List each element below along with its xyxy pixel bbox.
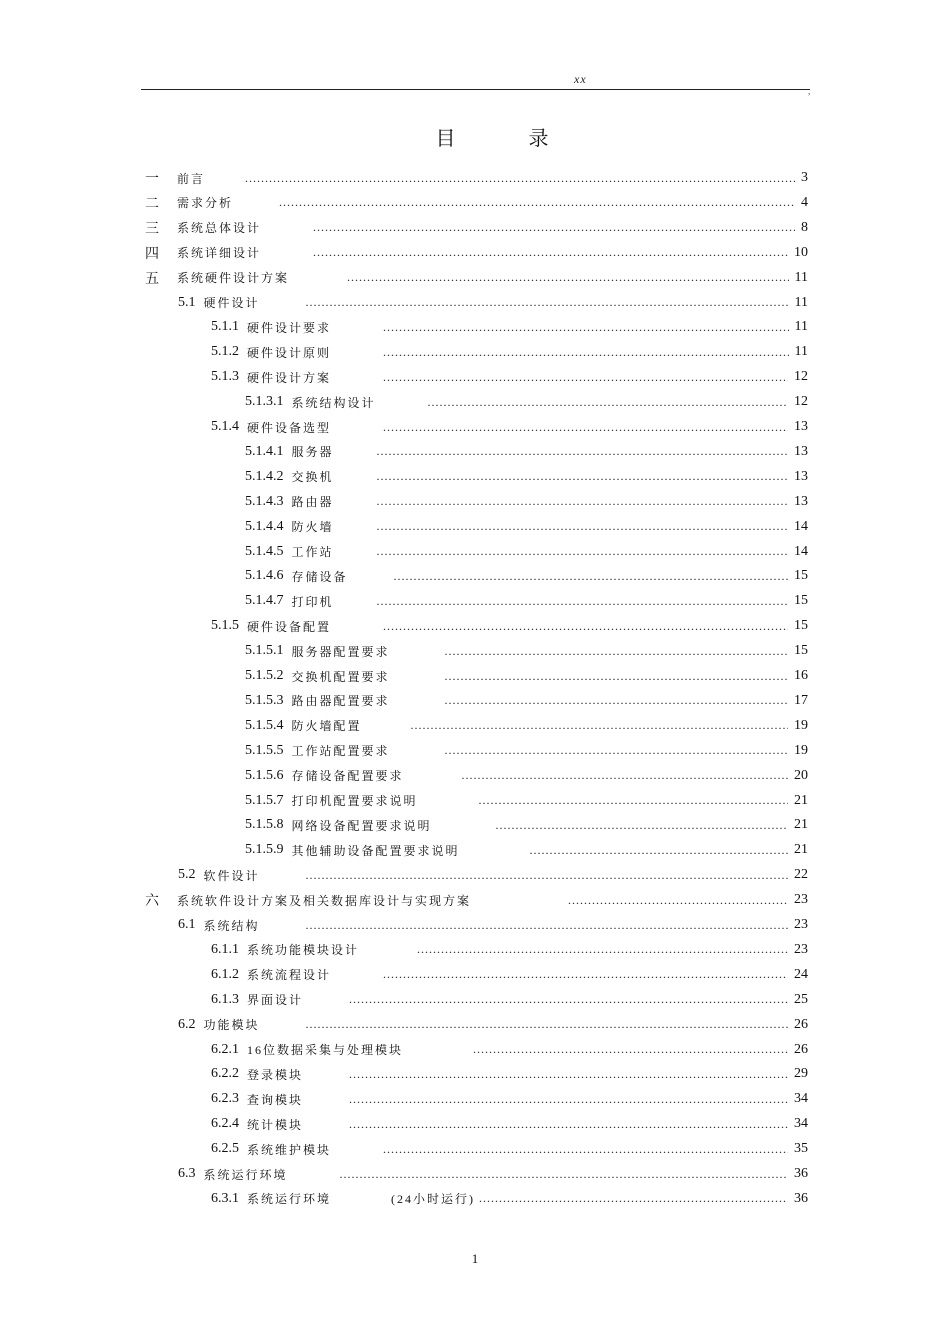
- toc-dot-leader: [306, 868, 788, 883]
- toc-entry-label: 服务器: [291, 445, 334, 460]
- toc-entry-label: 工作站配置要求: [291, 744, 390, 759]
- toc-entry-number: 5.1.4.5: [245, 543, 284, 559]
- toc-entry-number: 6.2.4: [211, 1116, 239, 1132]
- toc-entry-label: 系统总体设计: [177, 221, 262, 236]
- toc-entry-page: 4: [801, 194, 808, 210]
- toc-entry-page: 11: [794, 269, 808, 285]
- toc-dot-leader: [306, 295, 789, 310]
- toc-entry-number: 5.1.4.3: [245, 493, 284, 509]
- toc-entry-label: 硬件设计方案: [247, 370, 332, 385]
- toc-entry[interactable]: [178, 863, 808, 887]
- toc-entry-label: 硬件设备配置: [247, 619, 332, 634]
- toc-entry[interactable]: [145, 216, 808, 240]
- toc-entry-label: 防火墙配置: [291, 719, 362, 734]
- toc-entry[interactable]: [178, 913, 808, 937]
- toc-dot-leader: [383, 420, 788, 435]
- toc-entry-label: 网络设备配置要求说明: [291, 818, 432, 833]
- toc-entry-page: 14: [794, 518, 808, 534]
- toc-entry-label: 硬件设备选型: [247, 420, 332, 435]
- toc-entry[interactable]: [211, 1137, 808, 1161]
- toc-entry-page: 21: [794, 817, 808, 833]
- toc-dot-leader: [568, 893, 788, 908]
- toc-dot-leader: [445, 743, 788, 758]
- toc-dot-leader: [349, 992, 788, 1007]
- toc-entry[interactable]: [245, 813, 808, 837]
- toc-entry-page: 26: [794, 1041, 808, 1057]
- toc-entry-page: 20: [794, 767, 808, 783]
- toc-entry-number: 6.1.3: [211, 991, 239, 1007]
- toc-entry-number: 5.1.5.4: [245, 717, 284, 733]
- toc-dot-leader: [383, 370, 788, 385]
- toc-dot-leader: [279, 195, 795, 210]
- toc-entry-label: 系统详细设计: [177, 246, 262, 261]
- toc-entry[interactable]: [211, 365, 808, 389]
- toc-entry-number: 5.1.5.2: [245, 668, 284, 683]
- toc-entry-label: 其他辅助设备配置要求说明: [291, 843, 460, 858]
- toc-entry-number: 五: [145, 271, 159, 287]
- toc-entry-number: 6.2: [178, 1016, 196, 1032]
- toc-entry-label: 系统功能模块设计: [247, 943, 360, 958]
- toc-dot-leader: [377, 594, 788, 609]
- toc-entry-label: 防火墙: [291, 520, 334, 535]
- toc-entry-page: 24: [794, 966, 808, 982]
- toc-entry-label: 查询模块: [247, 1092, 304, 1107]
- toc-entry-number: 6.2.2: [211, 1066, 239, 1082]
- toc-entry[interactable]: [145, 888, 808, 912]
- toc-entry-label: 系统维护模块: [247, 1142, 332, 1157]
- toc-entry-page: 19: [794, 717, 808, 733]
- toc-entry-label: 系统结构设计: [291, 395, 376, 410]
- toc-entry-label: 前言: [177, 171, 206, 186]
- toc-entry-page: 17: [794, 692, 808, 708]
- toc-entry[interactable]: [211, 1112, 808, 1136]
- toc-entry[interactable]: [245, 564, 808, 588]
- toc-entry[interactable]: [245, 540, 808, 564]
- toc-dot-leader: [377, 519, 788, 534]
- toc-dot-leader: [245, 171, 795, 186]
- toc-dot-leader: [306, 918, 788, 933]
- toc-entry-page: 19: [794, 742, 808, 758]
- toc-entry-page: 22: [794, 867, 808, 883]
- toc-dot-leader: [377, 444, 788, 459]
- toc-entry-page: 11: [794, 294, 808, 310]
- toc-entry-label: 界面设计: [247, 993, 304, 1008]
- toc-entry-label: 工作站: [291, 545, 334, 559]
- toc-entry-page: 34: [794, 1116, 808, 1132]
- toc-entry-number: 一: [145, 172, 159, 187]
- toc-entry[interactable]: [245, 789, 808, 813]
- toc-entry-label: 硬件设计: [203, 296, 260, 310]
- toc-entry-label: 系统软件设计方案及相关数据库设计与实现方案: [177, 893, 472, 908]
- page-number: 1: [471, 1251, 479, 1266]
- toc-entry-number: 5.1.5.5: [245, 742, 284, 758]
- toc-entry[interactable]: [245, 515, 808, 539]
- toc-dot-leader: [377, 544, 788, 559]
- toc-entry-label: 16位数据采集与处理模块: [247, 1043, 404, 1057]
- toc-entry-page: 13: [794, 468, 808, 484]
- toc-entry-label: 打印机配置要求说明: [291, 794, 418, 808]
- toc-entry-page: 23: [794, 892, 808, 908]
- toc-dot-leader: [347, 270, 789, 285]
- toc-dot-leader: [313, 245, 788, 260]
- toc-entry-page: 16: [794, 668, 808, 683]
- toc-entry-page: 36: [794, 1166, 808, 1181]
- toc-dot-leader: [462, 768, 788, 783]
- toc-entry-number: 5.1.4: [211, 419, 239, 434]
- toc-dot-leader: [377, 469, 788, 484]
- toc-entry[interactable]: [178, 1013, 808, 1037]
- toc-dot-leader: [417, 942, 788, 957]
- toc-entry-number: 5.1.4.6: [245, 568, 284, 584]
- toc-title: 目 录: [435, 128, 583, 150]
- toc-entry-note: (24小时运行): [391, 1192, 476, 1207]
- toc-entry-number: 5.1.4.2: [245, 468, 284, 484]
- toc-entry[interactable]: [178, 291, 808, 315]
- toc-entry-number: 6.3.1: [211, 1190, 239, 1206]
- header-text: [574, 72, 587, 87]
- toc-entry-number: 6.2.1: [211, 1041, 239, 1057]
- toc-entry[interactable]: [178, 1162, 808, 1186]
- toc-entry-label: 功能模块: [203, 1018, 260, 1033]
- toc-dot-leader: [428, 395, 788, 410]
- toc-entry-page: 3: [801, 170, 808, 185]
- toc-entry-page: 11: [794, 344, 808, 360]
- toc-entry-page: 15: [794, 568, 808, 584]
- toc-entry-number: 5.1.4.7: [245, 593, 284, 609]
- toc-entry-number: 5.1.5.6: [245, 767, 284, 783]
- toc-dot-leader: [411, 718, 788, 733]
- toc-entry-page: 15: [794, 593, 808, 609]
- toc-entry[interactable]: [245, 465, 808, 489]
- toc-entry-label: 交换机: [291, 470, 334, 485]
- toc-entry-number: 5.1.5.8: [245, 817, 284, 833]
- toc-entry-label: 打印机: [291, 594, 334, 609]
- toc-entry-label: 统计模块: [247, 1117, 304, 1132]
- toc-entry-number: 5.1.5.7: [245, 792, 284, 808]
- toc-entry[interactable]: [245, 764, 808, 788]
- header-mark: ,: [808, 86, 811, 96]
- toc-entry-label: 存储设备: [291, 569, 348, 584]
- toc-entry-number: 6.1.1: [211, 941, 239, 957]
- toc-entry-page: 11: [794, 319, 808, 335]
- toc-entry[interactable]: [211, 340, 808, 364]
- toc-entry[interactable]: [145, 266, 808, 290]
- toc-entry-page: 34: [794, 1091, 808, 1107]
- toc-entry-number: 6.3: [178, 1166, 196, 1181]
- toc-entry-page: 23: [794, 941, 808, 957]
- toc-entry-number: 6.1: [178, 917, 196, 932]
- toc-entry[interactable]: [245, 490, 808, 514]
- toc-entry-label: 存储设备配置要求: [291, 769, 404, 784]
- toc-entry-number: 6.1.2: [211, 966, 239, 982]
- toc-dot-leader: [479, 1191, 788, 1206]
- toc-entry-number: 四: [145, 246, 159, 262]
- toc-entry[interactable]: [211, 988, 808, 1012]
- toc-entry[interactable]: [145, 191, 808, 215]
- toc-dot-leader: [496, 818, 788, 833]
- toc-dot-leader: [349, 1067, 788, 1082]
- toc-dot-leader: [349, 1117, 788, 1132]
- toc-dot-leader: [383, 320, 789, 335]
- toc-entry[interactable]: [211, 963, 808, 987]
- toc-entry-label: 硬件设计原则: [247, 345, 332, 360]
- toc-entry[interactable]: [245, 714, 808, 738]
- toc-entry-number: 5.1.4.1: [245, 443, 284, 459]
- toc-entry-number: 5.1: [178, 294, 196, 310]
- toc-entry-label: 系统流程设计: [247, 968, 332, 983]
- toc-entry-page: 13: [794, 443, 808, 459]
- toc-dot-leader: [349, 1092, 788, 1107]
- toc-entry-page: 13: [794, 419, 808, 434]
- toc-entry-label: 路由器配置要求: [291, 694, 390, 709]
- toc-entry-label: 需求分析: [177, 196, 234, 211]
- toc-entry-page: 29: [794, 1066, 808, 1082]
- toc-entry[interactable]: [245, 390, 808, 414]
- toc-dot-leader: [473, 1042, 788, 1057]
- toc-entry-number: 5.1.4.4: [245, 518, 284, 534]
- toc-entry[interactable]: [211, 415, 808, 439]
- toc-entry-number: 5.1.1: [211, 319, 239, 335]
- toc-entry-label: 软件设计: [203, 868, 260, 883]
- toc-entry[interactable]: [211, 1038, 808, 1062]
- toc-entry-number: 5.1.2: [211, 344, 239, 360]
- toc-entry-label: 交换机配置要求: [291, 669, 390, 684]
- toc-entry[interactable]: [245, 440, 808, 464]
- toc-dot-leader: [383, 967, 788, 982]
- toc-entry-number: 5.1.3: [211, 369, 239, 385]
- toc-dot-leader: [383, 1142, 788, 1157]
- toc-entry[interactable]: [211, 938, 808, 962]
- toc-entry-page: 15: [794, 618, 808, 634]
- toc-entry-number: 5.1.5.9: [245, 842, 284, 858]
- toc-entry-label: 服务器配置要求: [291, 644, 390, 659]
- toc-entry-page: 25: [794, 991, 808, 1007]
- toc-entry-label: 系统运行环境: [247, 1192, 332, 1207]
- toc-entry-number: 六: [145, 894, 159, 910]
- toc-entry-page: 21: [794, 792, 808, 808]
- toc-entry-number: 5.1.5.1: [245, 643, 284, 659]
- toc-entry-number: 6.2.3: [211, 1091, 239, 1107]
- toc-entry-page: 21: [794, 842, 808, 858]
- toc-entry[interactable]: [211, 614, 808, 638]
- toc-entry-page: 23: [794, 917, 808, 932]
- toc-entry[interactable]: [211, 315, 808, 339]
- toc-entry-page: 26: [794, 1016, 808, 1032]
- toc-entry-page: 35: [794, 1141, 808, 1157]
- header-rule: [141, 89, 810, 90]
- toc-dot-leader: [445, 693, 788, 708]
- toc-entry[interactable]: [211, 1087, 808, 1111]
- toc-entry-label: 系统结构: [203, 918, 260, 933]
- toc-entry[interactable]: [211, 1062, 808, 1086]
- toc-entry[interactable]: [245, 689, 808, 713]
- toc-entry-page: 36: [794, 1190, 808, 1206]
- toc-entry[interactable]: [245, 838, 808, 862]
- toc-dot-leader: [445, 644, 788, 659]
- toc-entry[interactable]: [245, 739, 808, 763]
- toc-entry[interactable]: [245, 664, 808, 688]
- toc-entry-label: 系统硬件设计方案: [177, 271, 290, 286]
- toc-entry-page: 15: [794, 643, 808, 659]
- toc-entry-number: 5.2: [178, 867, 196, 883]
- toc-entry-page: 12: [794, 394, 808, 410]
- toc-dot-leader: [340, 1167, 788, 1182]
- toc-dot-leader: [383, 345, 789, 360]
- toc-dot-leader: [313, 220, 795, 235]
- toc-entry[interactable]: [145, 166, 808, 190]
- toc-dot-leader: [383, 619, 788, 634]
- toc-entry-number: 二: [145, 196, 159, 212]
- toc-entry-page: 12: [794, 369, 808, 385]
- toc-entry-page: 10: [794, 244, 808, 260]
- toc-dot-leader: [479, 793, 788, 808]
- toc-entry-number: 5.1.5.3: [245, 692, 284, 708]
- toc-dot-leader: [530, 843, 788, 858]
- header-italic-prefix: xx: [574, 72, 587, 86]
- toc-entry-number: 6.2.5: [211, 1141, 239, 1157]
- toc-entry-label: 系统运行环境: [203, 1167, 288, 1182]
- toc-entry-number: 三: [145, 221, 159, 237]
- toc-entry-number: 5.1.3.1: [245, 394, 284, 410]
- toc-entry[interactable]: [211, 1187, 808, 1211]
- toc-entry[interactable]: [245, 639, 808, 663]
- toc-entry-page: 8: [801, 219, 808, 235]
- toc-entry-label: 登录模块: [247, 1067, 304, 1082]
- toc-dot-leader: [445, 669, 788, 684]
- toc-dot-leader: [377, 494, 788, 509]
- toc-entry-page: 13: [794, 493, 808, 509]
- toc-entry-number: 5.1.5: [211, 618, 239, 634]
- toc-dot-leader: [394, 569, 788, 584]
- toc-entry[interactable]: [245, 589, 808, 613]
- toc-entry[interactable]: [145, 241, 808, 265]
- toc-entry-label: 硬件设计要求: [247, 320, 332, 335]
- toc-entry-label: 路由器: [291, 495, 334, 510]
- toc-dot-leader: [306, 1017, 788, 1032]
- toc-entry-page: 14: [794, 543, 808, 559]
